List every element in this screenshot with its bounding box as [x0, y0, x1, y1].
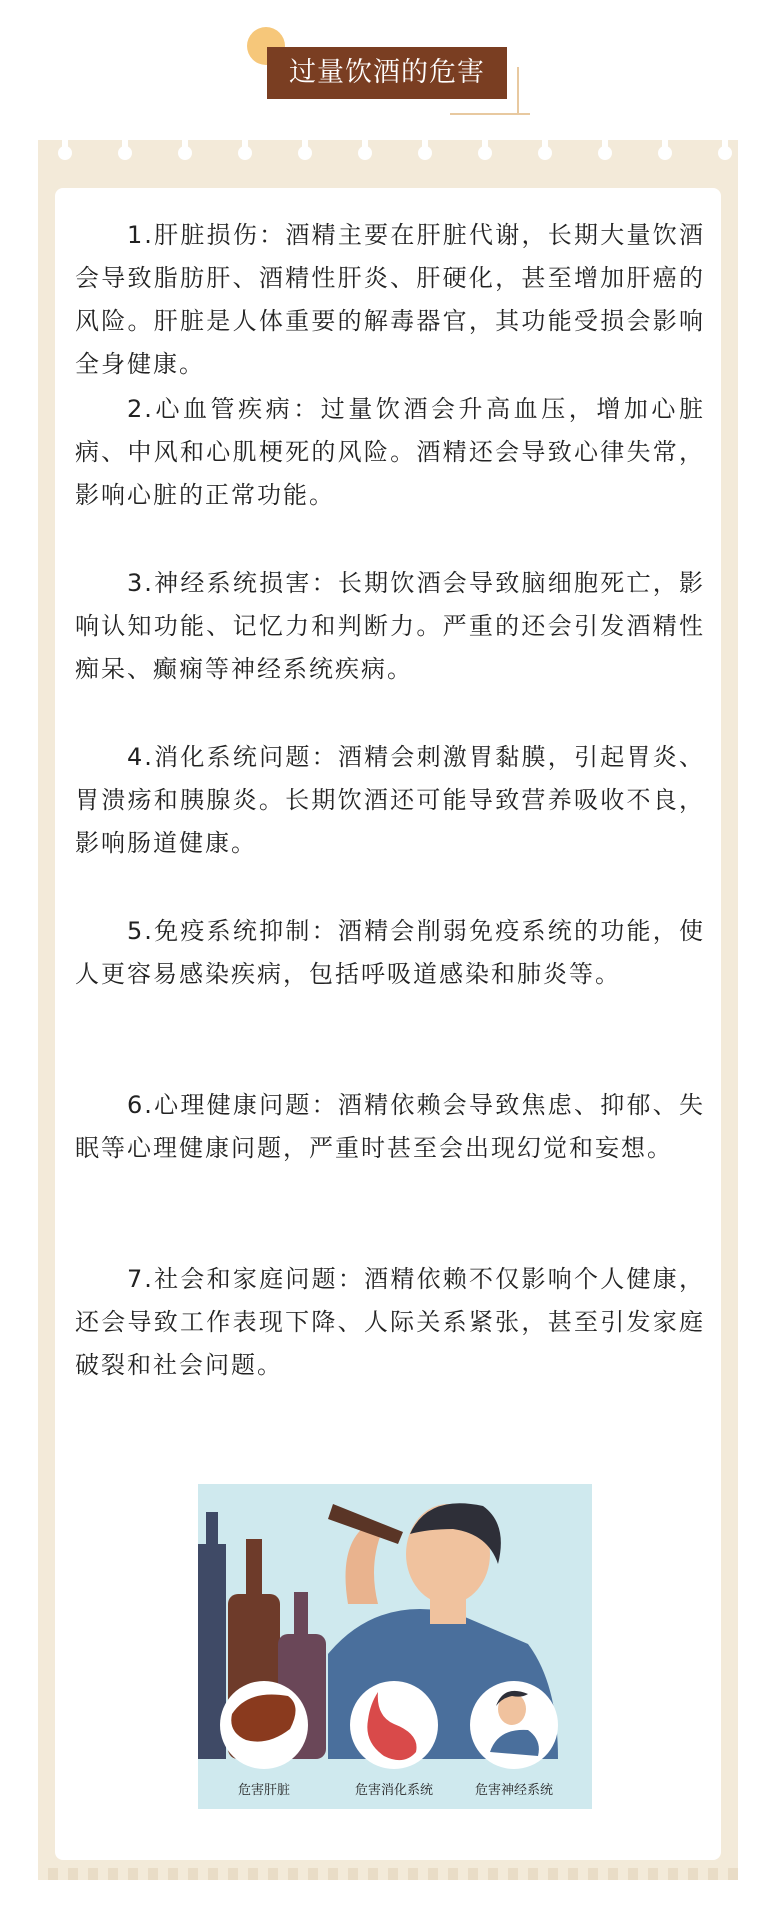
title-decor-line: [450, 113, 530, 115]
binder-hole: [62, 140, 68, 152]
paragraph-nervous: 3.神经系统损害：长期饮酒会导致脑细胞死亡，影响认知功能、记忆力和判断力。严重的还会引发酒精性痴呆、癫痫等神经系统疾病。: [75, 569, 705, 683]
binder-hole: [662, 140, 668, 152]
binder-hole: [722, 140, 728, 152]
drinking-illustration: [198, 1484, 592, 1809]
caption-digestive: 危害消化系统: [354, 1783, 433, 1798]
binder-hole: [182, 140, 188, 152]
binder-hole: [302, 140, 308, 152]
caption-nervous: 危害神经系统: [474, 1783, 553, 1798]
nervous-system-icon: [470, 1681, 558, 1769]
binder-hole: [482, 140, 488, 152]
paper-torn-edge: [38, 1868, 738, 1880]
paragraph-liver: 1.肝脏损伤：酒精主要在肝脏代谢，长期大量饮酒会导致脂肪肝、酒精性肝炎、肝硬化，甚至增加肝癌的风险。肝脏是人体重要的解毒器官，其功能受损会影响全身健康。: [75, 221, 705, 378]
binder-hole: [362, 140, 368, 152]
binder-hole: [122, 140, 128, 152]
stomach-icon: [350, 1681, 438, 1769]
liver-icon: [220, 1681, 308, 1769]
paragraph-mental: 6.心理健康问题：酒精依赖会导致焦虑、抑郁、失眠等心理健康问题，严重时甚至会出现幻觉和妄想。: [75, 1091, 705, 1162]
paragraph-digestive: 4.消化系统问题：酒精会刺激胃黏膜，引起胃炎、胃溃疡和胰腺炎。长期饮酒还可能导致营养吸收不良，影响肠道健康。: [75, 743, 705, 857]
paragraph-immune: 5.免疫系统抑制：酒精会削弱免疫系统的功能，使人更容易感染疾病，包括呼吸道感染和肺炎等。: [75, 917, 705, 988]
title-banner: [0, 0, 776, 130]
paragraph-cardio: 2.心血管疾病：过量饮酒会升高血压，增加心脏病、中风和心肌梗死的风险。酒精还会导致心律失常，影响心脏的正常功能。: [75, 395, 705, 509]
binder-hole: [422, 140, 428, 152]
binder-hole: [542, 140, 548, 152]
paragraph-social: 7.社会和家庭问题：酒精依赖不仅影响个人健康，还会导致工作表现下降、人际关系紧张，甚至引发家庭破裂和社会问题。: [75, 1265, 705, 1379]
title-decor-line: [517, 67, 519, 115]
binder-hole: [602, 140, 608, 152]
page-title: 过量饮酒的危害: [267, 47, 507, 99]
caption-liver: 危害肝脏: [237, 1783, 290, 1798]
binder-hole: [242, 140, 248, 152]
